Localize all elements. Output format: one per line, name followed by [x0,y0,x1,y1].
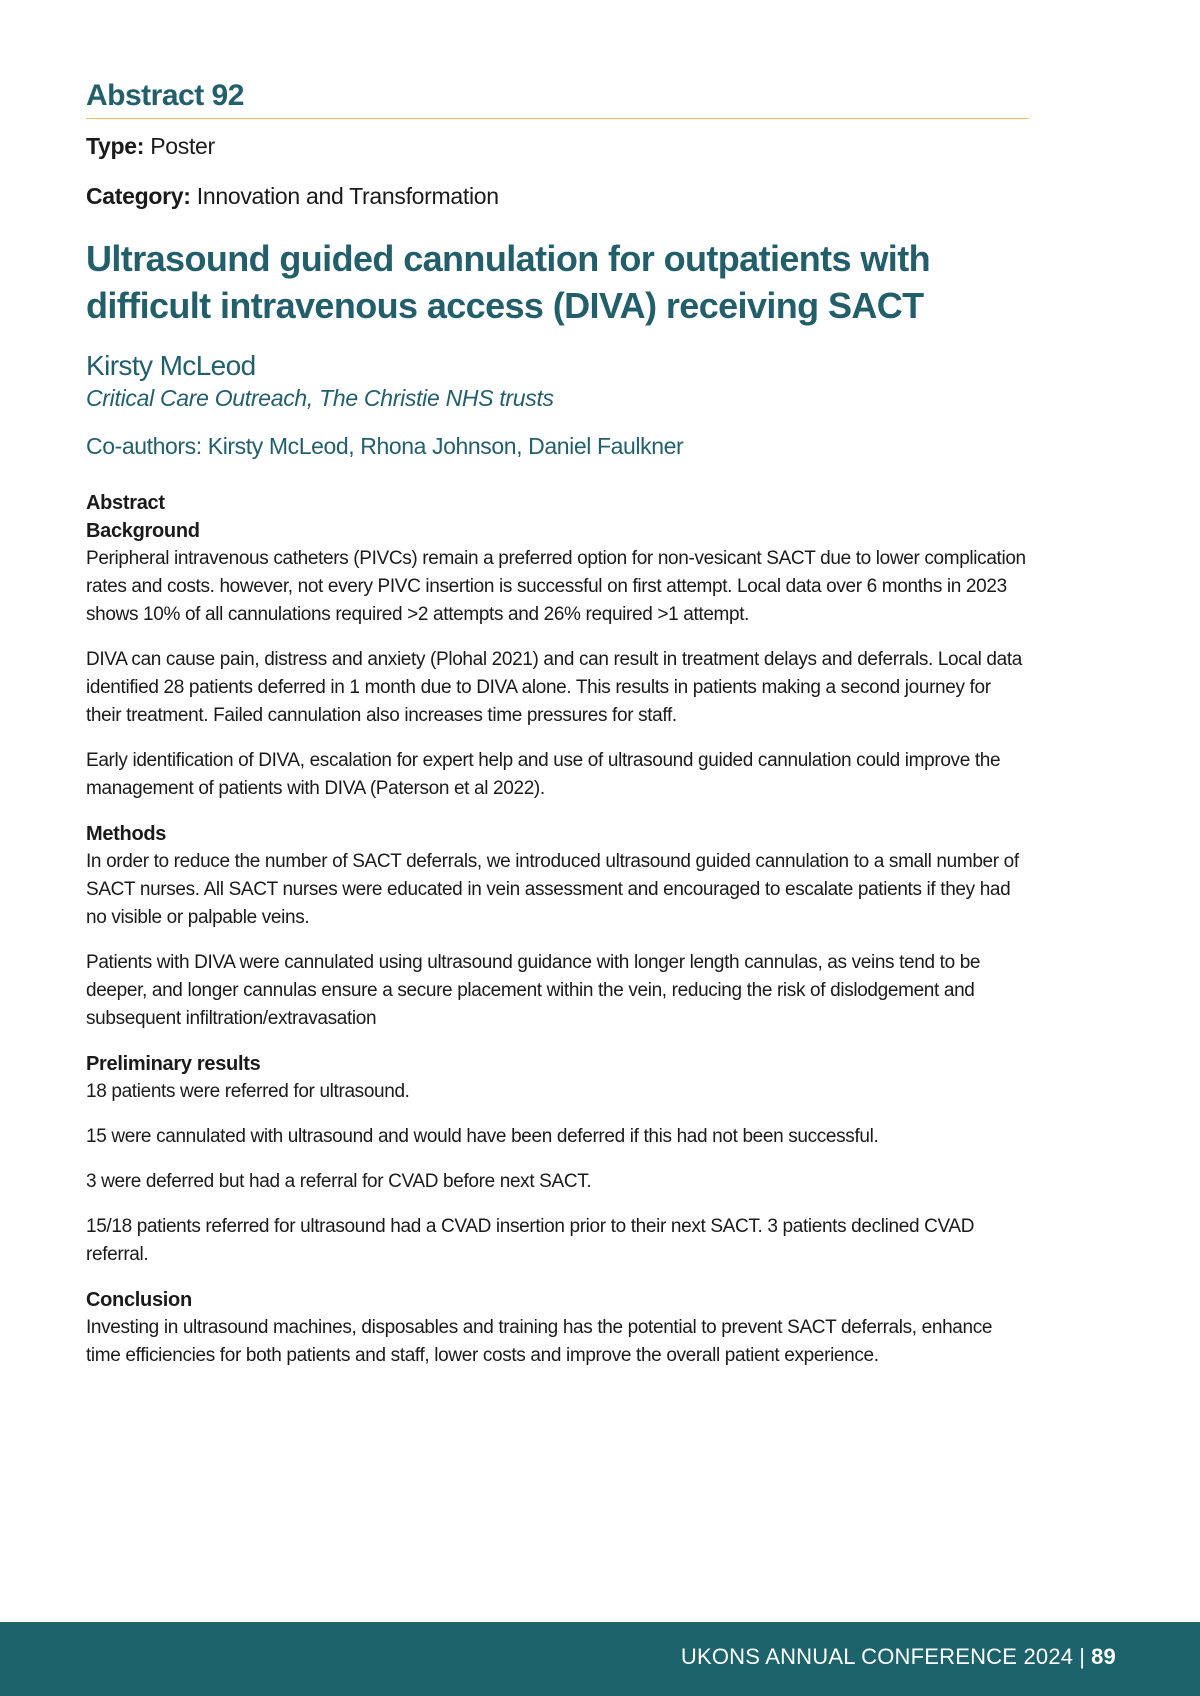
abstract-number: Abstract 92 [86,78,1029,119]
type-label: Type: [86,133,145,159]
abstract-page [86,78,1029,1387]
abstract-body [86,489,1029,1370]
category-label: Category: [86,183,191,209]
background-paragraph: DIVA can cause pain, distress and anxiety (Plohal 2021) and can result in treatment delays and deferrals. Local data identified 28 patients deferred in 1 month due to DIVA alone. This results in patients making a second journey for their treatment. Failed cannulation also increases time pressures for staff. [86,649,1023,726]
background-heading: Background [86,520,200,542]
abstract-heading: Abstract [86,492,165,514]
results-paragraph: 18 patients were referred for ultrasound. [86,1081,410,1102]
footer-text [681,1642,1116,1672]
results-paragraph: 15/18 patients referred for ultrasound had a CVAD insertion prior to their next SACT. 3 patients declined CVAD referral. [86,1216,975,1265]
page-number: 89 [1091,1644,1116,1669]
methods-paragraph: In order to reduce the number of SACT deferrals, we introduced ultrasound guided cannulation to a small number of SACT nurses. All SACT nurses were educated in vein assessment and encouraged to escalate patients if they had no visible or palpable veins. [86,851,1019,928]
methods-paragraph: Patients with DIVA were cannulated using ultrasound guidance with longer length cannulas, as veins tend to be deeper, and longer cannulas ensure a secure placement within the vein, reducing the risk of dislodgement and subsequent infiltration/extravasation [86,952,981,1029]
results-paragraph: 15 were cannulated with ultrasound and would have been deferred if this had not been successful. [86,1126,879,1147]
type-value: Poster [150,133,215,159]
category-line [86,181,1029,211]
conference-name: UKONS ANNUAL CONFERENCE 2024 [680,1644,1074,1669]
conclusion-paragraph: Investing in ultrasound machines, disposables and training has the potential to prevent SACT deferrals, enhance time efficiencies for both patients and staff, lower costs and improve the overall patient experience. [86,1317,993,1366]
category-value: Innovation and Transformation [196,183,499,209]
results-heading: Preliminary results [86,1053,261,1075]
results-paragraph: 3 were deferred but had a referral for CVAD before next SACT. [86,1171,592,1192]
page-footer [0,1622,1200,1696]
background-paragraph: Early identification of DIVA, escalation for expert help and use of ultrasound guided cannulation could improve the management of patients with DIVA (Paterson et al 2022). [86,750,1001,799]
author-affiliation: Critical Care Outreach, The Christie NHS trusts [86,385,554,411]
coauthors: Co-authors: Kirsty McLeod, Rhona Johnson, Daniel Faulkner [86,433,684,459]
background-paragraph: Peripheral intravenous catheters (PIVCs) remain a preferred option for non-vesicant SACT due to lower complication rates and costs. however, not every PIVC insertion is successful on first attempt. Local data over 6 months in 2023 shows 10% of all cannulations required >2 attempts and 26% required >1 attempt. [86,548,1026,625]
type-line [86,131,1029,161]
footer-separator: | [1079,1644,1086,1669]
conclusion-heading: Conclusion [86,1289,192,1311]
methods-heading: Methods [86,823,167,845]
author-name: Kirsty McLeod [86,350,256,381]
abstract-title: Ultrasound guided cannulation for outpatients with difficult intravenous access (DIVA) receiving SACT [86,238,930,326]
